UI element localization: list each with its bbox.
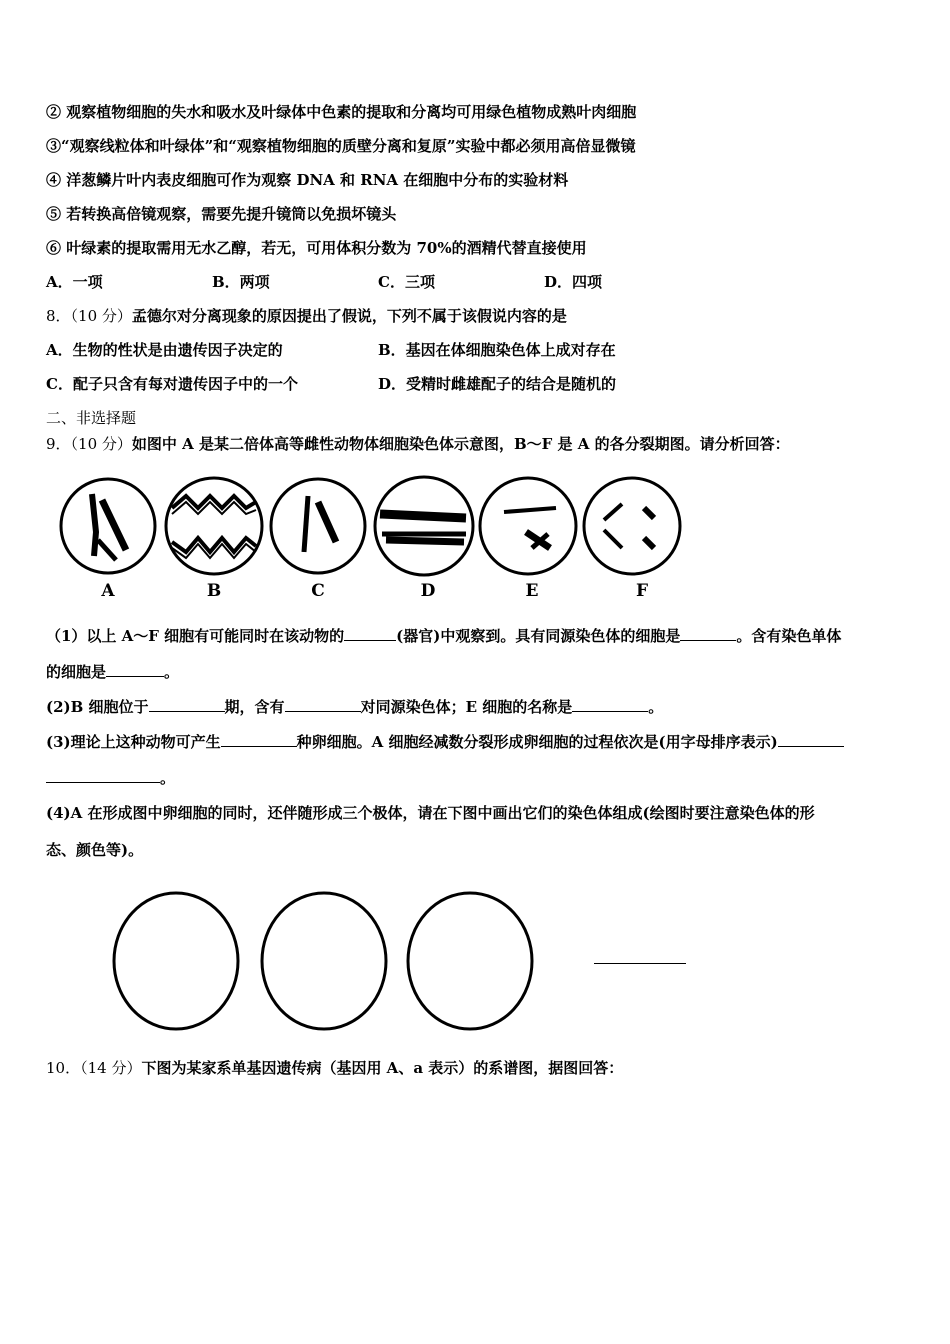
statement-4: ④ 洋葱鳞片叶内表皮细胞可作为观察 DNA 和 RNA 在细胞中分布的实验材料 [46,171,569,189]
blank-organ[interactable] [344,626,396,641]
statement-6: ⑥ 叶绿素的提取需用无水乙醇，若无，可用体积分数为 70%的酒精代替直接使用 [46,239,587,257]
q9-1-text-c: 。含有染色单体 [736,627,842,645]
q7-option-d: D．四项 [544,273,603,291]
q9-number: 9．（10 分） [46,435,132,453]
cell-f [584,478,680,574]
cell-c [271,479,365,573]
q9-3-text-b: 种卵细胞。A 细胞经减数分裂形成卵细胞的过程依次是(用字母排序表示) [296,733,778,751]
q10-question [46,1058,623,1078]
q9-part-1-cont [46,662,179,682]
q9-3-text-a: (3)理论上这种动物可产生 [46,733,221,751]
section-heading: 二、非选择题 [46,409,137,427]
q9-part-2 [46,697,663,717]
cell-label-b: B [206,581,222,601]
cell-b [166,478,262,574]
q9-2-text-a: (2)B 细胞位于 [46,698,149,716]
polar-body-circle-3 [408,893,532,1029]
q8-option-a: A．生物的性状是由遗传因子决定的 [46,341,283,359]
polar-body-drawing-area[interactable] [100,885,700,1045]
cell-label-f: F [635,581,649,601]
blank-homologous-pairs[interactable] [285,697,361,712]
q8-stem: 孟德尔对分离现象的原因提出了假说，下列不属于该假说内容的是 [131,307,567,325]
q7-option-c: C．三项 [378,273,435,291]
cell-division-figure [56,472,696,602]
q9-part-3-cont [46,768,175,788]
q7-option-b: B．两项 [212,273,270,291]
q9-3-text-c: 。 [160,769,176,787]
q9-1-text-b: (器官)中观察到。具有同源染色体的细胞是 [396,627,681,645]
statement-5: ⑤ 若转换高倍镜观察，需要先提升镜筒以免损坏镜头 [46,205,397,223]
q9-stem: 如图中 A 是某二倍体高等雌性动物体细胞染色体示意图，B～F 是 A 的各分裂期图。请分析回答： [131,435,790,453]
q8-option-c: C．配子只含有每对遗传因子中的一个 [46,375,298,393]
statement-2: ② 观察植物细胞的失水和吸水及叶绿体中色素的提取和分离均可用绿色植物成熟叶肉细胞 [46,103,637,121]
cell-e [480,478,576,574]
polar-body-circle-2 [262,893,386,1029]
q9-2-text-c: 对同源染色体；E 细胞的名称是 [360,698,573,716]
q9-part-4-cont: 态、颜色等)。 [46,841,144,859]
q9-1-text-e: 。 [164,663,180,681]
polar-body-circle-1 [114,893,238,1029]
q9-part-1 [46,626,841,646]
q9-part-4: (4)A 在形成图中卵细胞的同时，还伴随形成三个极体，请在下图中画出它们的染色体组成(绘图时要注意染色体的形 [46,804,815,822]
q9-question [46,434,790,454]
blank-homologous-cells[interactable] [680,626,736,641]
q9-part-3 [46,732,844,752]
blank-sequence-2[interactable] [46,768,160,783]
blank-chromatid-cells[interactable] [106,662,164,677]
q10-stem: 下图为某家系单基因遗传病（基因用 A、a 表示）的系谱图，据图回答： [141,1059,624,1077]
cell-label-e: E [525,581,539,601]
q7-option-a: A．一项 [46,273,103,291]
q9-2-text-b: 期，含有 [224,698,285,716]
statement-3: ③“观察线粒体和叶绿体”和“观察植物细胞的质壁分离和复原”实验中都必须用高倍显微镜 [46,137,636,155]
cell-label-c: C [311,581,325,601]
cell-d [375,477,473,575]
blank-b-phase[interactable] [149,697,225,712]
q9-1-text-a: （1）以上 A～F 细胞有可能同时在该动物的 [46,627,345,645]
q8-option-b: B．基因在体细胞染色体上成对存在 [378,341,616,359]
cell-a [61,479,155,573]
cell-label-d: D [420,581,436,601]
q9-2-text-d: 。 [648,698,664,716]
blank-sequence-1[interactable] [778,732,844,747]
cell-label-a: A [101,581,115,601]
egg-cell-answer-line[interactable] [594,963,686,964]
q9-1-text-d: 的细胞是 [46,663,107,681]
q8-number: 8．（10 分） [46,307,132,325]
q8-question [46,306,567,326]
q8-option-d: D．受精时雌雄配子的结合是随机的 [378,375,617,393]
blank-e-cell-name[interactable] [572,697,648,712]
q10-number: 10．（14 分） [46,1059,142,1077]
blank-egg-types[interactable] [221,732,297,747]
